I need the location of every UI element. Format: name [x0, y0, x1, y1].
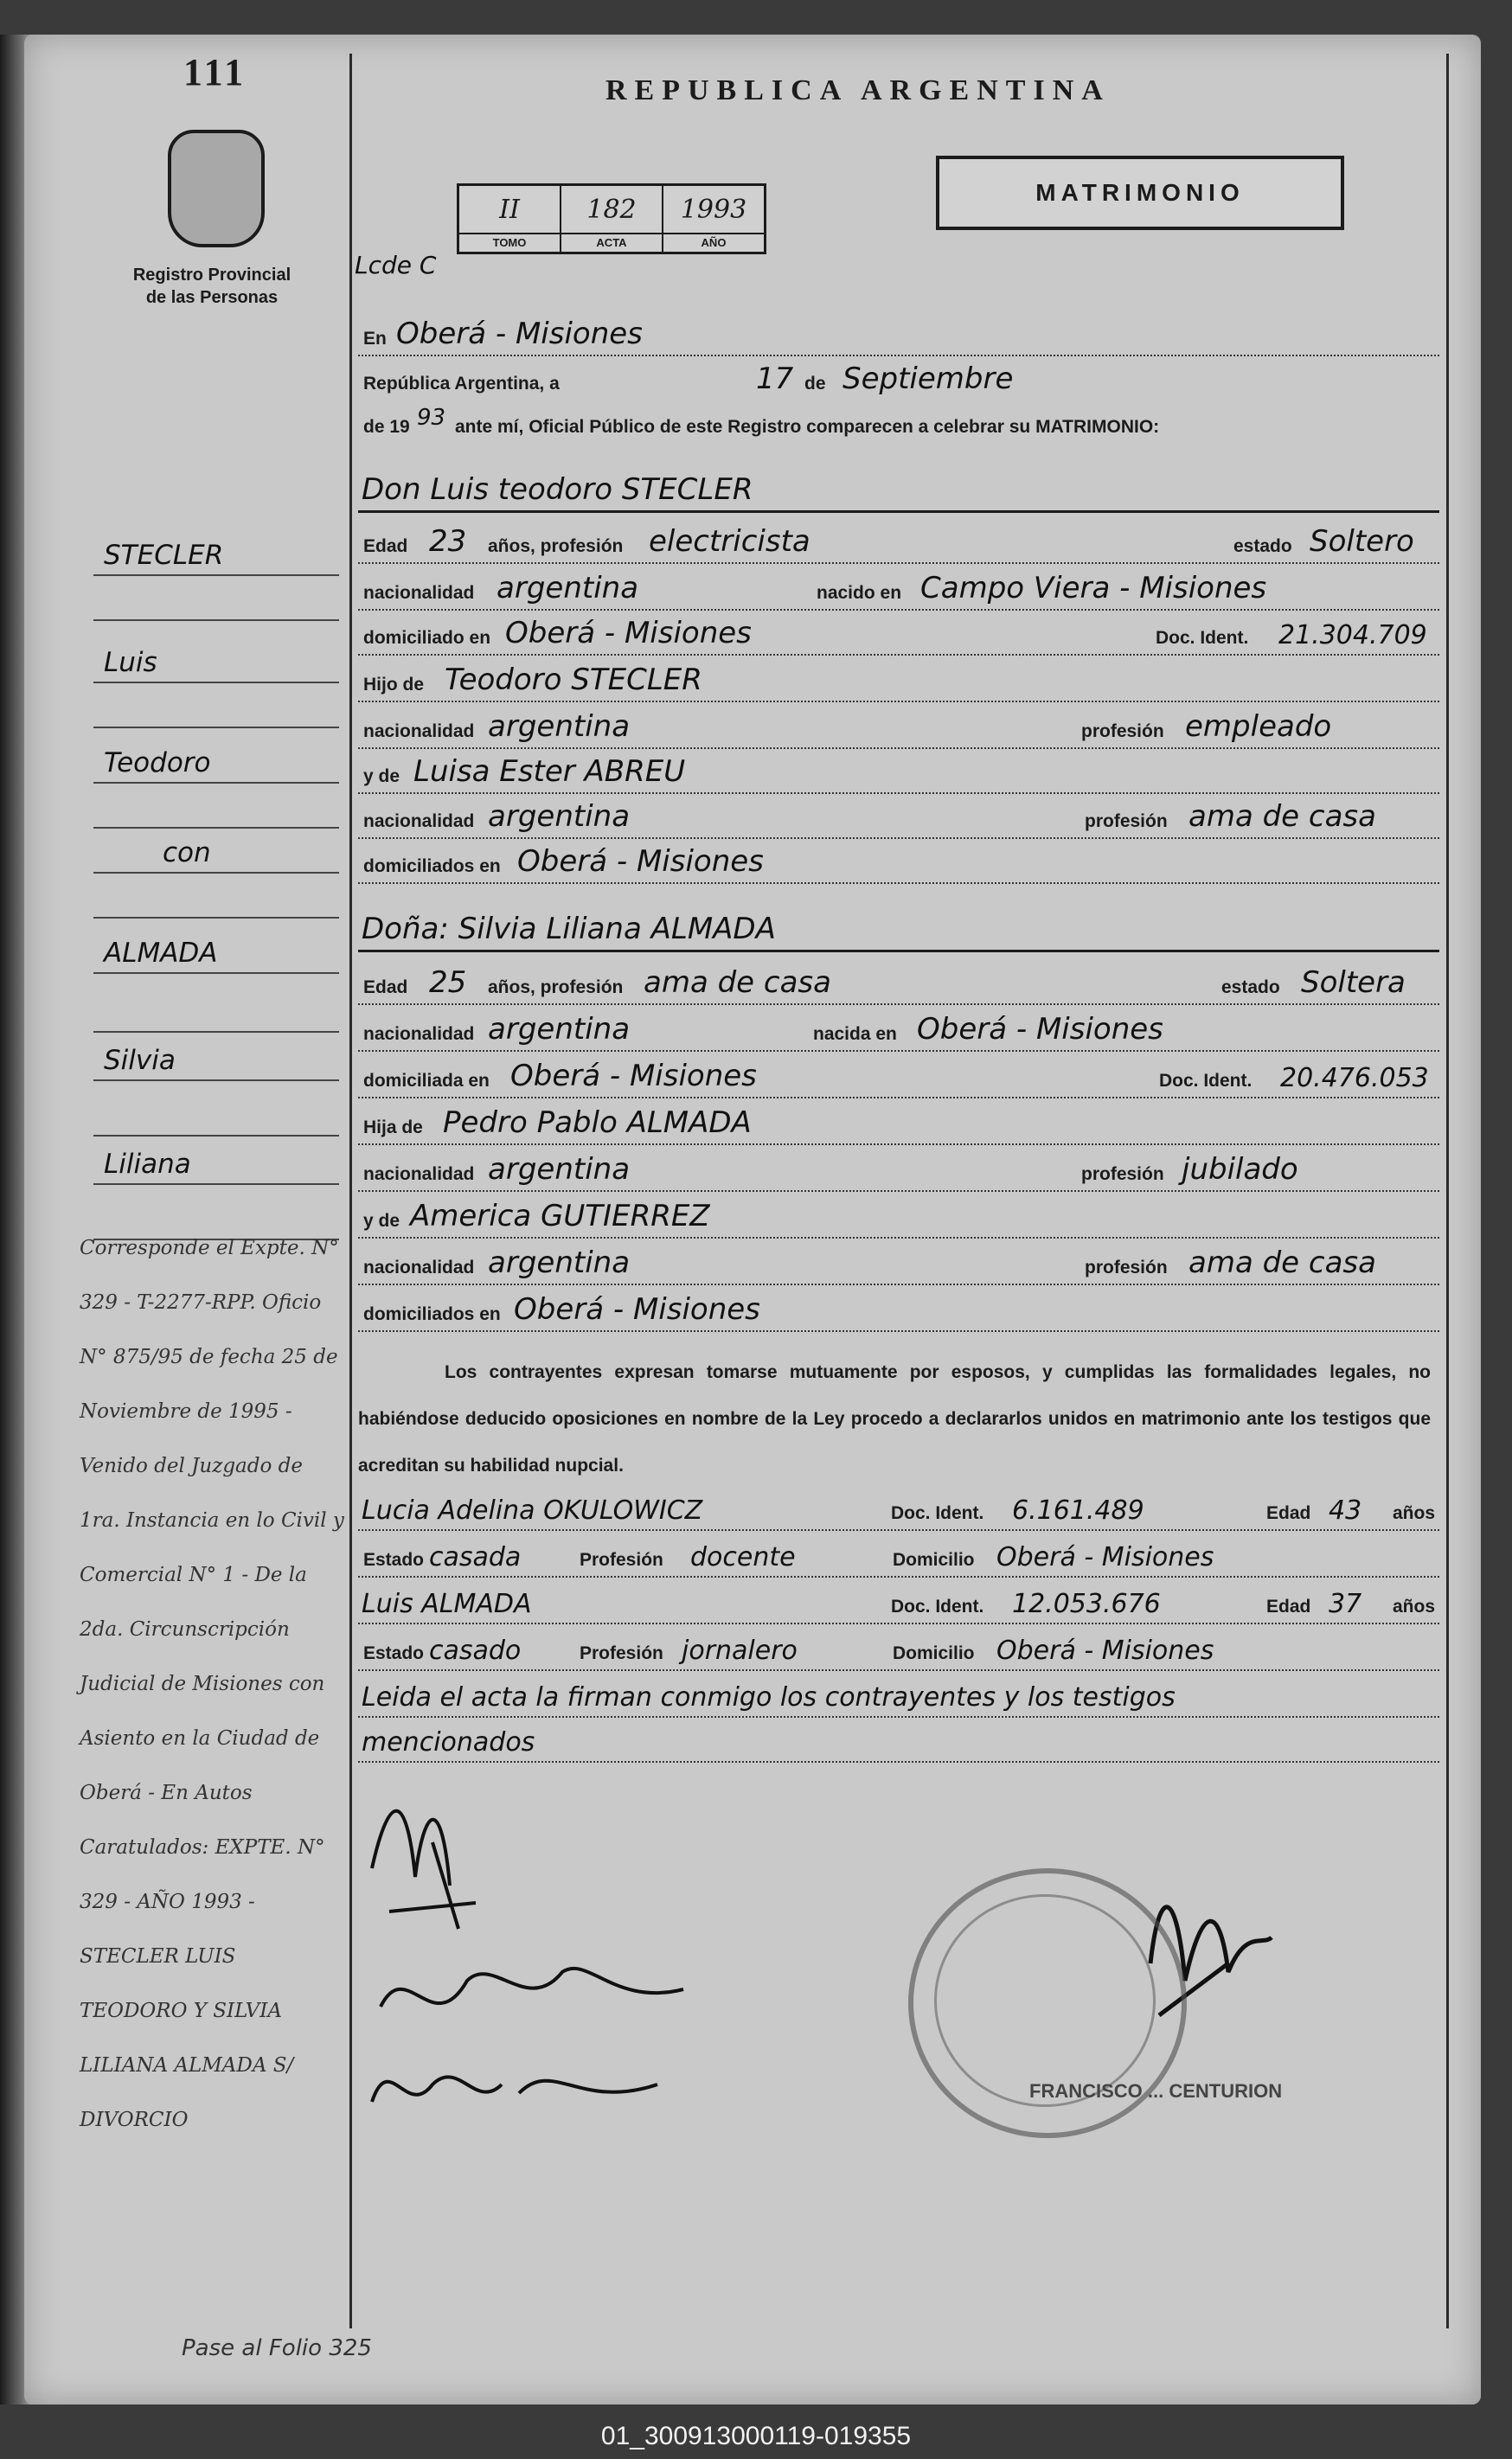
tomo-value: II	[499, 194, 520, 225]
month: Septiembre	[842, 362, 1014, 396]
intro-date-row: República Argentina, a 17 de Septiembre	[363, 362, 1014, 396]
closing-row-1: Leida el acta la firman conmigo los contrayentes y los testigos	[358, 1673, 1439, 1718]
acta-value: 182	[586, 194, 637, 225]
year: 93	[417, 405, 446, 431]
signature-3-icon	[372, 2077, 657, 2102]
place: Oberá - Misiones	[396, 317, 643, 351]
margin-row: Silvia	[93, 1034, 339, 1081]
margin-row: ALMADA	[93, 927, 339, 974]
groom-heading-row	[358, 467, 1439, 513]
witness-2-row: Luis ALMADA Doc. Ident. 12.053.676 Edad 37 años	[358, 1579, 1439, 1624]
margin-row	[93, 986, 339, 1033]
registry-name: Registro Provincial de las Personas	[132, 266, 292, 307]
bride-mother-nat-row: nacionalidad argentina profesión ama de casa	[358, 1240, 1439, 1285]
bride-heading: Doña: Silvia Liliana ALMADA	[362, 912, 776, 946]
bride-parents-domicile-row: domiciliados en Oberá - Misiones	[358, 1287, 1439, 1332]
right-edge-line	[1446, 54, 1449, 2328]
margin-row: con	[93, 827, 339, 874]
margin-row: STECLER	[93, 529, 339, 576]
signature-2-icon	[381, 1969, 683, 2007]
margin-row	[93, 574, 339, 621]
margin-row: Luis	[93, 637, 339, 683]
groom-heading: Don Luis teodoro STECLER	[362, 472, 753, 507]
margin-row	[93, 682, 339, 728]
groom-parents-domicile-row: domiciliados en Oberá - Misiones	[358, 839, 1439, 884]
bride-heading-row	[358, 906, 1439, 952]
witness-1-row: Lucia Adelina OKULOWICZ Doc. Ident. 6.161.489 Edad 43 años	[358, 1486, 1439, 1531]
groom-age-row: Edad 23 años, profesión electricista estado Soltero	[358, 519, 1439, 564]
intro-place-row: En Oberá - Misiones	[358, 311, 1439, 356]
anio-label: AÑO	[663, 233, 764, 252]
tomo-label: TOMO	[459, 233, 560, 252]
witness-2-details-row: Estado casado Profesión jornalero Domicilio Oberá - Misiones	[358, 1626, 1439, 1671]
day: 17	[756, 362, 794, 396]
groom-father-row: Hijo de Teodoro STECLER	[358, 657, 1439, 702]
bride-mother-row: y de America GUTIERREZ	[358, 1194, 1439, 1239]
groom-father-nat-row: nacionalidad argentina profesión empleado	[358, 704, 1439, 749]
acta-table	[457, 183, 766, 254]
declaration-text: Los contrayentes expresan tomarse mutuamente por esposos, y cumplidas las formalidades legales, no habiéndose deducido oposiciones en nombre de la Ley procedo a declararlos unidos en matrimonio ante los testigos que acreditan su habilidad nupcial.	[358, 1362, 1431, 1476]
folio-number: 111	[183, 51, 247, 93]
bride-nationality-row: nacionalidad argentina nacida en Oberá - Misiones	[358, 1007, 1439, 1052]
anio-value: 1993	[680, 194, 747, 225]
provincial-seal-icon	[168, 130, 265, 247]
bride-domicile-row: domiciliada en Oberá - Misiones Doc. Ident. 20.476.053	[358, 1053, 1439, 1098]
bride-father-row: Hija de Pedro Pablo ALMADA	[358, 1100, 1439, 1145]
margin-annotation: Corresponde el Expte. N° 329 - T-2277-RPP. Oficio N° 875/95 de fecha 25 de Noviembre de 1995 - Venido del Juzgado de 1ra. Instancia en lo Civil y Comercial N° 1 - De la 2da. Circunscripción Judicial de Misiones con Asiento en la Ciudad de Oberá - En Autos Caratulados: EXPTE. N° 329 - AÑO 1993 - STECLER LUIS TEODORO Y SILVIA LILIANA ALMADA S/ DIVORCIO	[80, 1237, 344, 2131]
margin-row: Teodoro	[93, 737, 339, 784]
acta-label: ACTA	[561, 233, 662, 252]
witness-1-details-row: Estado casada Profesión docente Domicilio Oberá - Misiones	[358, 1533, 1439, 1578]
margin-divider-line	[349, 54, 352, 2328]
groom-nationality-row: nacionalidad argentina nacido en Campo Viera - Misiones	[358, 566, 1439, 611]
intro-year-row: de 19 93 ante mí, Oficial Público de este Registro comparecen a celebrar su MATRIMONIO:	[363, 405, 1160, 437]
margin-row	[93, 1090, 339, 1137]
record-type-box: MATRIMONIO	[936, 156, 1344, 230]
groom-mother-nat-row: nacionalidad argentina profesión ama de casa	[358, 794, 1439, 839]
closing-row-2: mencionados	[358, 1718, 1439, 1763]
bride-father-nat-row: nacionalidad argentina profesión jubilado	[358, 1147, 1439, 1192]
stamp-officer-name: FRANCISCO ... CENTURION	[1029, 2080, 1283, 2102]
groom-mother-row: y de Luisa Ester ABREU	[358, 749, 1439, 794]
margin-row	[93, 872, 339, 919]
official-stamp-inner-icon	[934, 1894, 1156, 2107]
margin-row: Liliana	[93, 1138, 339, 1185]
country-title: REPUBLICA ARGENTINA	[605, 74, 1111, 106]
image-id-footer: 01_300913000119-019355	[600, 2422, 912, 2450]
signature-1-icon	[372, 1811, 476, 1929]
margin-row	[93, 782, 339, 829]
margin-footer-note: Pase al Folio 325	[182, 2335, 372, 2361]
margin-code: Lcde C	[355, 251, 437, 279]
bride-age-row: Edad 25 años, profesión ama de casa estado Soltera	[358, 960, 1439, 1005]
groom-domicile-row: domiciliado en Oberá - Misiones Doc. Ident. 21.304.709	[358, 611, 1439, 656]
